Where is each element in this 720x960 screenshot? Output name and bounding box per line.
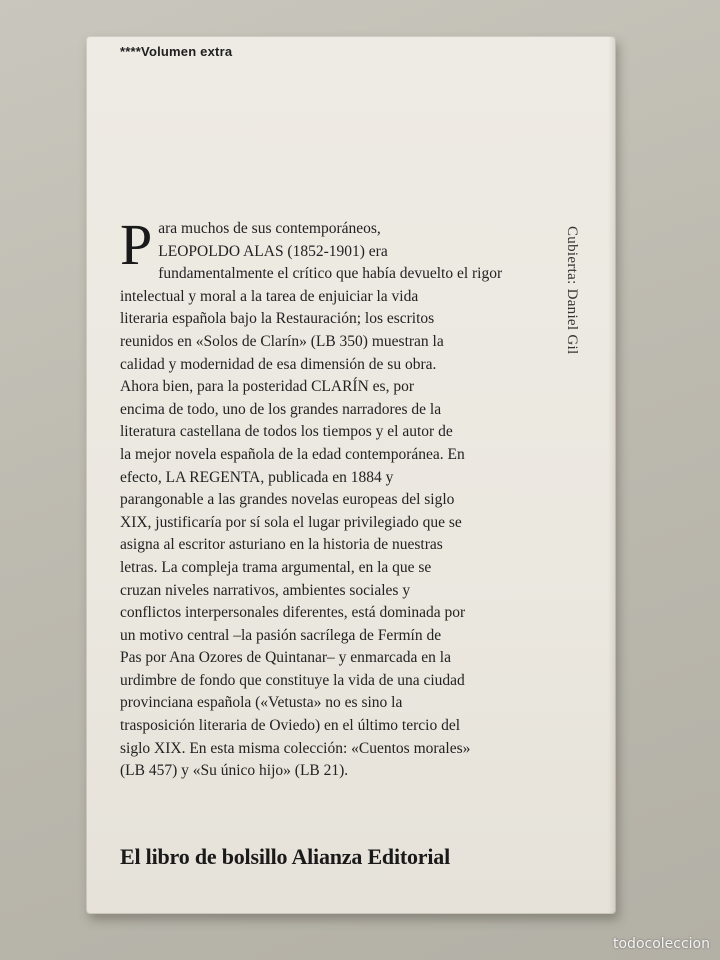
blurb-line: Pas por Ana Ozores de Quintanar– y enmarcada en la — [120, 649, 451, 667]
blurb-line: XIX, justificaría por sí sola el lugar privilegiado que se — [120, 513, 462, 531]
blurb-line: ara muchos de sus contemporáneos, — [158, 220, 381, 237]
blurb-line: asigna al escritor asturiano en la historia de nuestras — [120, 536, 443, 554]
blurb-line: literaria española bajo la Restauración; los escritos — [120, 310, 435, 328]
blurb-line: un motivo central –la pasión sacrílega de Fermín de — [120, 626, 442, 644]
blurb-line: siglo XIX. En esta misma colección: «Cuentos morales» — [120, 739, 471, 757]
blurb-line: intelectual y moral a la tarea de enjuiciar la vida — [120, 287, 419, 305]
blurb-dropcap: P — [120, 212, 153, 277]
blurb-line: encima de todo, uno de los grandes narradores de la — [120, 400, 442, 418]
blurb-line: conflictos interpersonales diferentes, está dominada por — [120, 604, 466, 622]
blurb-line: cruzan niveles narrativos, ambientes sociales y — [120, 581, 411, 599]
blurb-line: letras. La compleja trama argumental, en la que se — [120, 558, 432, 576]
publisher-imprint: El libro de bolsillo Alianza Editorial — [120, 844, 450, 869]
blurb-line: trasposición literaria de Oviedo) en el último tercio del — [120, 717, 461, 735]
site-watermark: todocoleccion — [613, 936, 710, 952]
blurb-line: parangonable a las grandes novelas europeas del siglo — [120, 491, 455, 509]
blurb-text — [120, 212, 538, 783]
blurb-line: Ahora bien, para la posteridad CLARÍN es, por — [120, 378, 414, 396]
blurb-line: fundamentalmente el crítico que había devuelto el rigor — [158, 265, 503, 283]
blurb-line: provinciana española («Vetusta» no es sino la — [120, 694, 403, 712]
blurb-line: LEOPOLDO ALAS (1852-1901) era — [158, 242, 388, 260]
blurb-line: reunidos en «Solos de Clarín» (LB 350) muestran la — [120, 332, 444, 350]
blurb-line: efecto, LA REGENTA, publicada en 1884 y — [120, 468, 394, 486]
blurb-line: calidad y modernidad de esa dimensión de su obra. — [120, 355, 437, 373]
book-back-cover — [86, 36, 616, 914]
cover-credit: Cubierta: Daniel Gil — [564, 226, 580, 355]
blurb-line: (LB 457) y «Su único hijo» (LB 21). — [120, 762, 349, 780]
blurb-line: urdimbre de fondo que constituye la vida de una ciudad — [120, 671, 465, 689]
volume-note: ****Volumen extra — [120, 44, 233, 59]
blurb-line: literatura castellana de todos los tiempos y el autor de — [120, 423, 453, 441]
blurb-line: la mejor novela española de la edad contemporánea. En — [120, 445, 465, 463]
